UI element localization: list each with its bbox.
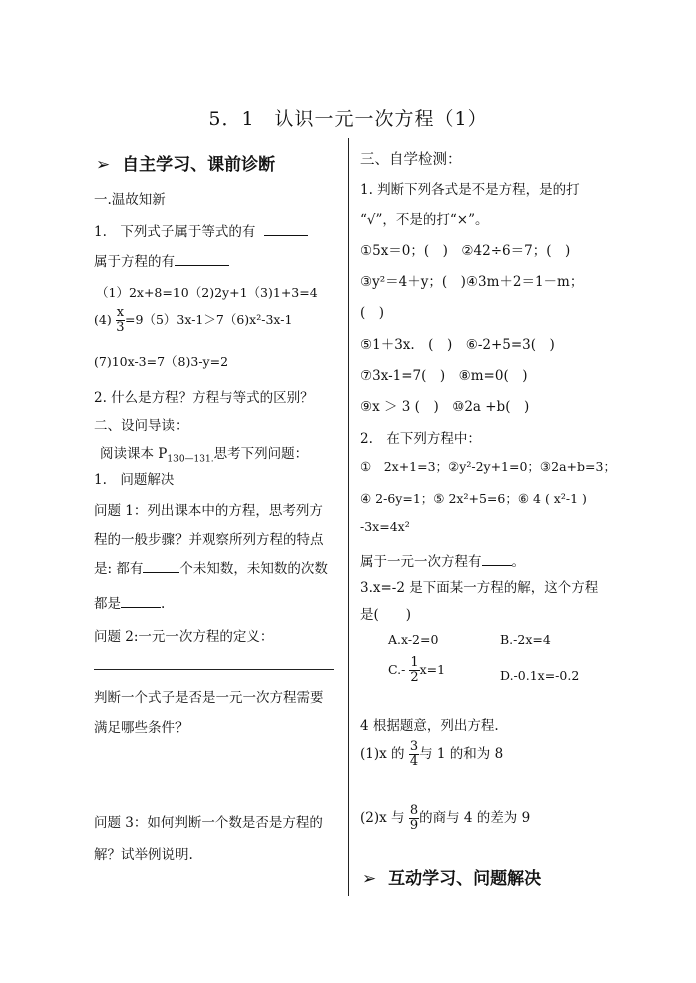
check-q3-line-2: 是( ) — [360, 607, 412, 623]
check-q2-line-3: -3x=4x² — [360, 519, 410, 534]
answer-blank[interactable] — [121, 606, 161, 608]
question-1b: 属于方程的有 — [94, 250, 229, 270]
option-d[interactable]: D.-0.1x=-0.2 — [500, 668, 580, 683]
solve-heading: 1. 问题解决 — [94, 472, 175, 488]
judge-line-1: 判断一个式子是否是一元一次方程需要 — [94, 690, 324, 706]
section-heading-4: ➢ 互动学习、问题解决 — [362, 869, 542, 889]
equation-list-2: (4) $\frac{x}{3}$ =9（5）3x-1＞7（6)x²-3x-1 — [94, 305, 293, 335]
column-divider — [348, 138, 349, 896]
check-row-3: ( ) — [360, 305, 385, 321]
section-heading-3: 三、自学检测： — [360, 152, 462, 168]
option-a[interactable]: A.x-2=0 — [388, 632, 439, 647]
equation-list-1: （1）2x+8=10（2)2y+1（3)1+3=4 — [96, 285, 318, 300]
fraction-8-over-9: $\frac{8}{9}$ — [409, 803, 419, 833]
answer-blank[interactable] — [264, 234, 308, 236]
guide-heading: 二、设问导读： — [94, 418, 189, 434]
check-q1-line-1: 1. 判断下列各式是不是方程，是的打 — [360, 182, 580, 198]
problem-2: 问题 2:一元一次方程的定义： — [94, 629, 274, 645]
check-row-1: ①5x＝0；( ) ②42÷6＝7；( ) — [360, 243, 571, 259]
answer-blank[interactable] — [143, 571, 179, 573]
check-q4-1: (1)x 的 $\frac{3}{4}$ 与 1 的和为 8 — [360, 739, 504, 769]
option-b[interactable]: B.-2x=4 — [500, 632, 551, 647]
check-row-2: ③y²＝4＋y；( )④3m＋2＝1－m； — [360, 274, 584, 290]
fraction-3-over-4: $\frac{3}{4}$ — [409, 739, 419, 769]
section-heading-1: ➢ 自主学习、课前诊断 — [96, 155, 276, 175]
reading-instruction: 阅读课本 $P_{130—131.}$思考下列问题： — [100, 446, 309, 465]
check-q3-line-1: 3.x=-2 是下面某一方程的解，这个方程 — [360, 580, 599, 596]
page-title: 5．1 认识一元一次方程（1） — [208, 108, 488, 130]
answer-blank[interactable] — [175, 264, 229, 266]
problem-1-line-4: 都是 . — [94, 596, 166, 612]
question-1a: 1. 下列式子属于等式的有 — [94, 220, 308, 240]
problem-1-line-3: 是: 都有 个未知数，未知数的次数 — [94, 561, 328, 577]
check-row-4: ⑤1＋3x. ( ) ⑥-2+5=3( ) — [360, 337, 555, 353]
arrow-bullet-icon: ➢ — [96, 155, 111, 175]
check-q2-line-2: ④ 2-6y=1；⑤ 2x²+5=6；⑥ 4 ( x²-1 ) — [360, 491, 587, 506]
problem-3-line-2: 解？试举例说明. — [94, 847, 193, 863]
check-q2-heading: 2. 在下列方程中： — [360, 431, 481, 447]
check-q4-heading: 4 根据题意，列出方程. — [360, 718, 499, 734]
check-q2-line-1: ① 2x+1=3；②y²-2y+1=0；③2a+b=3； — [360, 459, 616, 474]
review-heading: 一.温故知新 — [94, 192, 166, 208]
arrow-bullet-icon: ➢ — [362, 869, 377, 889]
fraction-x-over-3: $\frac{x}{3}$ — [116, 305, 125, 335]
check-q2-answer: 属于一元一次方程有 。 — [360, 554, 525, 570]
answer-line[interactable] — [94, 669, 334, 670]
problem-3-line-1: 问题 3：如何判断一个数是否是方程的 — [94, 815, 323, 831]
check-q4-2: (2)x 与 $\frac{8}{9}$ 的商与 4 的差为 9 — [360, 803, 531, 833]
fraction-1-over-2: $\frac{1}{2}$ — [410, 655, 419, 685]
check-q1-line-2: “√”，不是的打“×”。 — [360, 212, 489, 228]
question-2: 2. 什么是方程？方程与等式的区别？ — [94, 390, 314, 406]
problem-1-line-1: 问题 1：列出课本中的方程，思考列方 — [94, 503, 323, 519]
judge-line-2: 满足哪些条件？ — [94, 720, 189, 736]
check-row-6: ⑨x ＞ 3 ( ) ⑩2a +b( ) — [360, 399, 530, 415]
option-c[interactable]: C.- $\frac{1}{2}$ x=1 — [388, 655, 446, 685]
check-row-5: ⑦3x-1=7( ) ⑧m=0( ) — [360, 368, 528, 384]
problem-1-line-2: 程的一般步骤？并观察所列方程的特点 — [94, 532, 324, 548]
equation-list-3: (7)10x-3=7（8)3-y=2 — [94, 354, 229, 369]
answer-blank[interactable] — [482, 564, 512, 566]
